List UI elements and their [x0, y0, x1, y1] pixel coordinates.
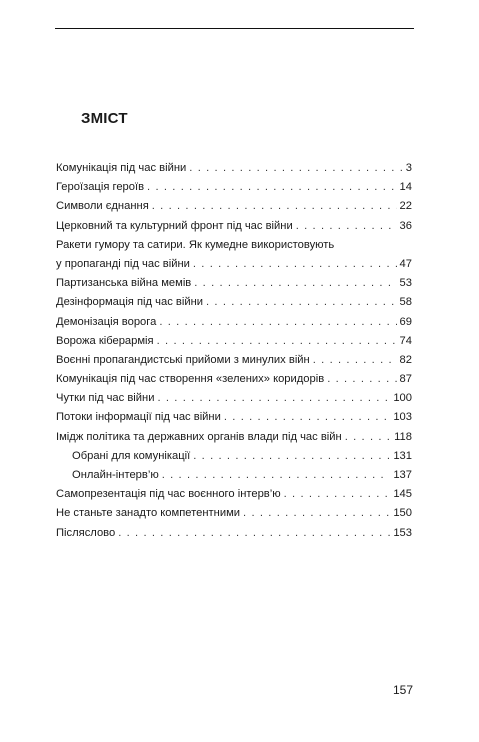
- toc-entry-title: Післяслово: [56, 526, 116, 539]
- toc-entry[interactable]: [56, 485, 412, 504]
- dot-leader: [189, 159, 402, 178]
- toc-entry[interactable]: [56, 255, 412, 274]
- toc-entry-page: 131: [393, 449, 412, 462]
- toc-entry[interactable]: [56, 504, 412, 523]
- toc-entry-page: 36: [399, 219, 412, 232]
- toc-entry-page: 58: [399, 296, 412, 309]
- dot-leader: [193, 447, 390, 466]
- toc-entry[interactable]: [56, 178, 412, 197]
- dot-leader: [152, 197, 397, 216]
- toc-entry[interactable]: [56, 293, 412, 312]
- toc-entry[interactable]: [56, 428, 412, 447]
- toc-entry-page: 137: [393, 469, 412, 481]
- dot-leader: [327, 370, 396, 389]
- toc-entry[interactable]: [56, 408, 412, 427]
- toc-entry[interactable]: [56, 351, 412, 370]
- toc-entry-page: 82: [399, 353, 412, 366]
- dot-leader: [157, 389, 390, 408]
- toc-entry-page: 53: [399, 277, 412, 290]
- toc-entry-page: 87: [399, 373, 412, 386]
- dot-leader: [313, 351, 397, 370]
- toc-entry-title: Потоки інформації під час війни: [56, 411, 221, 424]
- toc-entry[interactable]: [56, 159, 412, 178]
- toc-entry-page: 153: [393, 526, 412, 539]
- toc-entry-title: Воєнні пропагандистські прийоми з минулих війн: [56, 353, 310, 366]
- toc-entry[interactable]: [56, 447, 412, 466]
- dot-leader: [159, 313, 396, 332]
- toc-entry-title: Ракети гумору та сатири. Як кумедне використовують: [56, 238, 335, 251]
- toc-entry-title: Не станьте занадто компетентними: [56, 507, 241, 520]
- toc-entry-page: 145: [393, 488, 412, 501]
- toc-entry-page: 22: [399, 200, 412, 213]
- page-number: 157: [392, 683, 413, 697]
- toc-entry-title: Імідж політика та державних органів влади під час війн: [56, 430, 342, 443]
- dot-leader: [157, 332, 397, 351]
- toc-entry-title: Дезінформація під час війни: [56, 296, 204, 309]
- toc-entry-title: Самопрезентація під час воєнного інтерв’ю: [56, 488, 281, 501]
- toc-entry-title: Ворожа кіберармія: [56, 334, 154, 347]
- toc-entry-title: Обрані для комунікації: [72, 449, 191, 462]
- toc-entry[interactable]: [56, 313, 412, 332]
- toc-entry-title: Партизанська війна мемів: [56, 277, 192, 290]
- dot-leader: [162, 466, 391, 485]
- contents-heading: ЗМІСТ: [81, 110, 128, 127]
- dot-leader: [118, 524, 390, 543]
- header-rule: [55, 28, 414, 29]
- toc-entry-title: Символи єднання: [56, 200, 149, 213]
- toc-entry-title: Онлайн-інтерв’ю: [72, 469, 159, 481]
- toc-entry-title-line: [56, 236, 412, 255]
- toc-entry-title: Комунікація під час створення «зелених» коридорів: [56, 373, 325, 386]
- table-of-contents: [56, 159, 412, 543]
- dot-leader: [243, 504, 390, 523]
- toc-entry[interactable]: [56, 332, 412, 351]
- toc-entry-title: Героїзація героїв: [56, 181, 145, 194]
- toc-entry[interactable]: [56, 370, 412, 389]
- dot-leader: [296, 217, 397, 236]
- toc-entry-page: 47: [399, 257, 412, 270]
- toc-entry[interactable]: [56, 197, 412, 216]
- toc-entry-title: Чутки під час війни: [56, 392, 155, 405]
- toc-entry[interactable]: [56, 389, 412, 408]
- toc-entry-title: Церковний та культурний фронт під час війни: [56, 219, 293, 232]
- toc-entry[interactable]: [56, 274, 412, 293]
- dot-leader: [224, 408, 390, 427]
- toc-entry-page: 103: [393, 411, 412, 424]
- toc-entry-page: 3: [405, 162, 412, 174]
- dot-leader: [206, 293, 397, 312]
- dot-leader: [284, 485, 391, 504]
- toc-entry-title: Демонізація ворога: [56, 315, 157, 328]
- toc-entry[interactable]: [56, 217, 412, 236]
- dot-leader: [345, 428, 391, 447]
- toc-entry-page: 74: [399, 334, 412, 347]
- toc-entry-page: 150: [393, 507, 412, 520]
- toc-entry-page: 118: [394, 430, 412, 443]
- toc-entry[interactable]: [56, 524, 412, 543]
- toc-entry[interactable]: [56, 466, 412, 485]
- toc-entry-page: 14: [399, 181, 412, 194]
- dot-leader: [194, 274, 396, 293]
- dot-leader: [147, 178, 397, 197]
- toc-entry-title: у пропаганді під час війни: [56, 257, 190, 270]
- toc-entry-page: 69: [399, 315, 412, 328]
- toc-entry-page: 100: [393, 392, 412, 405]
- toc-entry-title: Комунікація під час війни: [56, 162, 187, 174]
- dot-leader: [193, 255, 397, 274]
